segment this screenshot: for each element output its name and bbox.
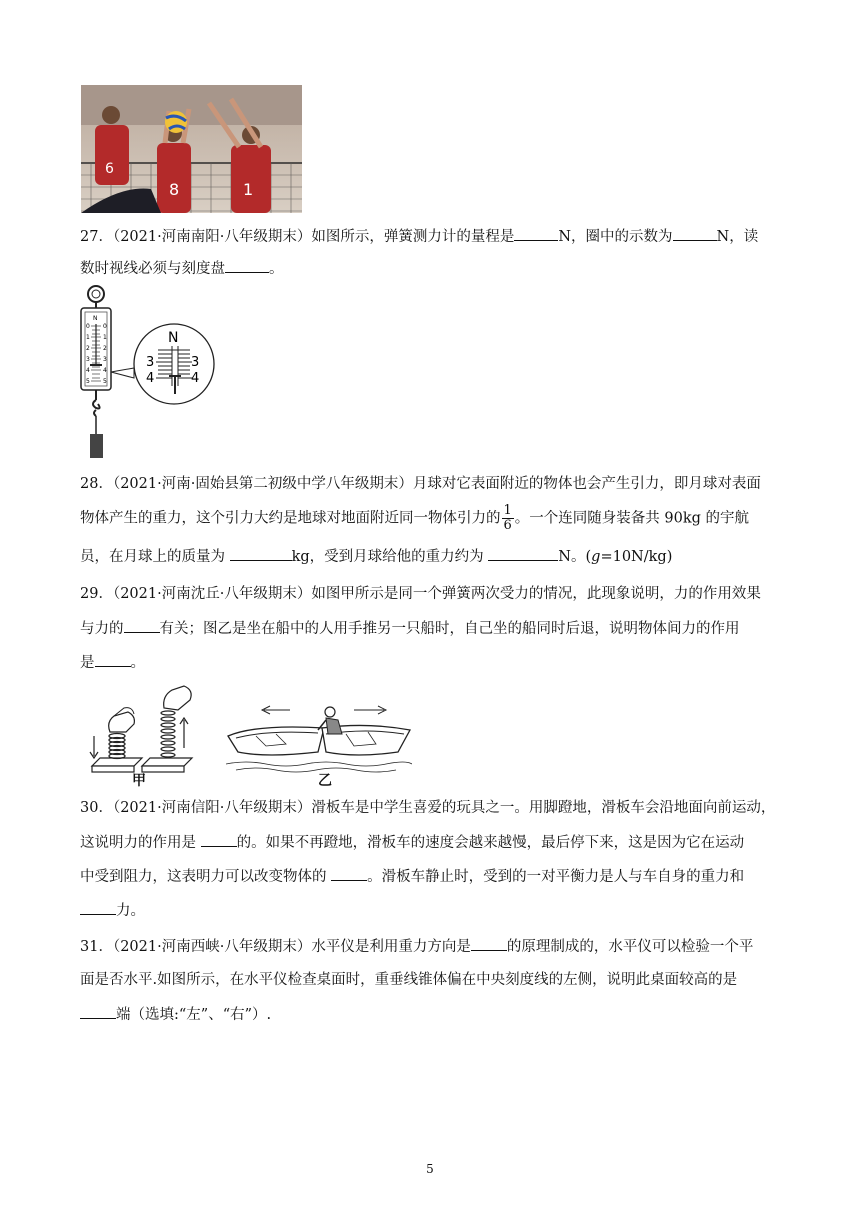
scale-tick-0: 0 — [86, 323, 90, 330]
g-variable: g — [591, 549, 601, 565]
q27-mid2: N，读 — [716, 229, 759, 245]
fraction-numerator: 1 — [503, 503, 512, 518]
volleyball-photo — [81, 85, 302, 213]
q27-line2-prefix: 数时视线必须与刻度盘 — [80, 261, 225, 277]
spring-scale-figure — [76, 284, 216, 464]
scale-tick-4: 4 — [86, 367, 90, 374]
q31-blank-direction[interactable] — [471, 936, 507, 951]
svg-text:6: 6 — [105, 161, 114, 177]
scale-tick-1: 1 — [86, 334, 90, 341]
scale-tick-right-2: 2 — [103, 345, 107, 352]
q30-line3-suffix: 。滑板车静止时，受到的一对平衡力是人与车自身的重力和 — [367, 869, 745, 885]
scale-tick-3: 3 — [86, 356, 90, 363]
scale-tick-5: 5 — [86, 378, 90, 385]
q30-blank-force[interactable] — [80, 900, 116, 915]
q28-line3-suffix: N。( — [558, 549, 592, 565]
zoom-right-3: 3 — [191, 355, 200, 370]
scale-tick-right-4: 4 — [103, 367, 107, 374]
q27-blank-range[interactable] — [514, 226, 558, 241]
q27-blank-reading[interactable] — [673, 226, 717, 241]
q31-line3-suffix: 端（选填:“左”、“右”）. — [116, 1007, 272, 1023]
zoom-left-4: 4 — [146, 371, 155, 386]
q29-line3-prefix: 是 — [80, 655, 95, 671]
q30-line-1: 30．（2021·河南信阳·八年级期末）滑板车是中学生喜爱的玩具之一。用脚蹬地，滑板车会沿地面向前运动， — [80, 800, 776, 816]
scale-tick-right-0: 0 — [103, 323, 107, 330]
q28-line2-suffix: 。一个连同随身装备共 90kg 的宇航 — [514, 510, 750, 527]
q28-line-2 — [80, 504, 749, 533]
q28-line3-mid: kg，受到月球给他的重力约为 — [291, 549, 484, 565]
q30-blank-state[interactable] — [331, 866, 367, 881]
q31-line1-prefix: 31．（2021·河南西峡·八年级期末）水平仪是利用重力方向是 — [80, 939, 471, 955]
q30-line3-prefix: 中受到阻力，这表明力可以改变物体的 — [80, 869, 327, 885]
q28-blank-gravity[interactable] — [488, 546, 558, 561]
q31-line-3 — [80, 1004, 271, 1025]
fraction-one-sixth — [502, 504, 514, 533]
scale-tick-2: 2 — [86, 345, 90, 352]
q30-line2-prefix: 这说明力的作用是 — [80, 835, 196, 851]
q31-blank-side[interactable] — [80, 1004, 116, 1019]
svg-text:1: 1 — [243, 180, 254, 199]
q27-line-1 — [80, 226, 758, 247]
q30-line-3 — [80, 866, 744, 887]
q30-line2-suffix: 的。如果不再蹬地，滑板车的速度会越来越慢，最后停下来，这是因为它在运动 — [236, 835, 745, 851]
fraction-denominator: 6 — [503, 518, 512, 533]
q28-line2-prefix: 物体产生的重力，这个引力大约是地球对地面附近同一物体引力的 — [80, 510, 501, 527]
scale-unit-label: N — [93, 315, 98, 322]
q28-line-3 — [80, 546, 672, 567]
q30-line-4 — [80, 900, 145, 921]
label-yi: 乙 — [318, 773, 332, 789]
q28-line3-prefix: 员，在月球上的质量为 — [80, 549, 225, 565]
q29-line-3 — [80, 652, 145, 673]
q27-line-2 — [80, 258, 284, 279]
zoom-unit-label: N — [168, 330, 179, 346]
scale-tick-right-5: 5 — [103, 378, 107, 385]
q30-blank-mutual[interactable] — [201, 832, 237, 847]
label-jia: 甲 — [132, 773, 146, 789]
g-value: =10N/kg) — [600, 549, 673, 565]
q29-line3-suffix: 。 — [130, 655, 145, 671]
scale-tick-right-3: 3 — [103, 356, 107, 363]
q27-blank-view[interactable] — [225, 258, 269, 273]
q27-line2-suffix: 。 — [269, 261, 284, 277]
q27-mid1: N，圈中的示数为 — [558, 229, 673, 245]
figure-yi-boats — [226, 690, 412, 790]
q28-blank-mass[interactable] — [230, 546, 292, 561]
zoom-right-4: 4 — [191, 371, 200, 386]
q30-line-2 — [80, 832, 744, 853]
q30-line4-suffix: 力。 — [116, 903, 145, 919]
q29-blank-factor[interactable] — [124, 618, 160, 633]
q29-line2-suffix: 有关；图乙是坐在船中的人用手推另一只船时，自己坐的船同时后退，说明物体间力的作用 — [159, 621, 740, 637]
zoom-left-3: 3 — [146, 355, 155, 370]
q29-line-2 — [80, 618, 740, 639]
q31-line-2: 面是否水平.如图所示，在水平仪检查桌面时，重垂线锥体偏在中央刻度线的左侧，说明此桌面较高的是 — [80, 972, 738, 988]
page-number: 5 — [426, 1162, 434, 1176]
figure-jia-springs — [84, 682, 200, 788]
q31-line1-suffix: 的原理制成的，水平仪可以检验一个平 — [506, 939, 754, 955]
svg-text:8: 8 — [169, 180, 180, 199]
scale-tick-right-1: 1 — [103, 334, 107, 341]
q28-line-1: 28．（2021·河南·固始县第二初级中学八年级期末）月球对它表面附近的物体也会产生引力，即月球对表面 — [80, 476, 761, 492]
q27-prefix: 27．（2021·河南南阳·八年级期末）如图所示，弹簧测力计的量程是 — [80, 229, 515, 245]
q29-line2-prefix: 与力的 — [80, 621, 124, 637]
q31-line-1 — [80, 936, 753, 957]
q29-line-1: 29．（2021·河南沈丘·八年级期末）如图甲所示是同一个弹簧两次受力的情况，此现象说明，力的作用效果 — [80, 586, 761, 602]
q29-blank-mutual[interactable] — [95, 652, 131, 667]
